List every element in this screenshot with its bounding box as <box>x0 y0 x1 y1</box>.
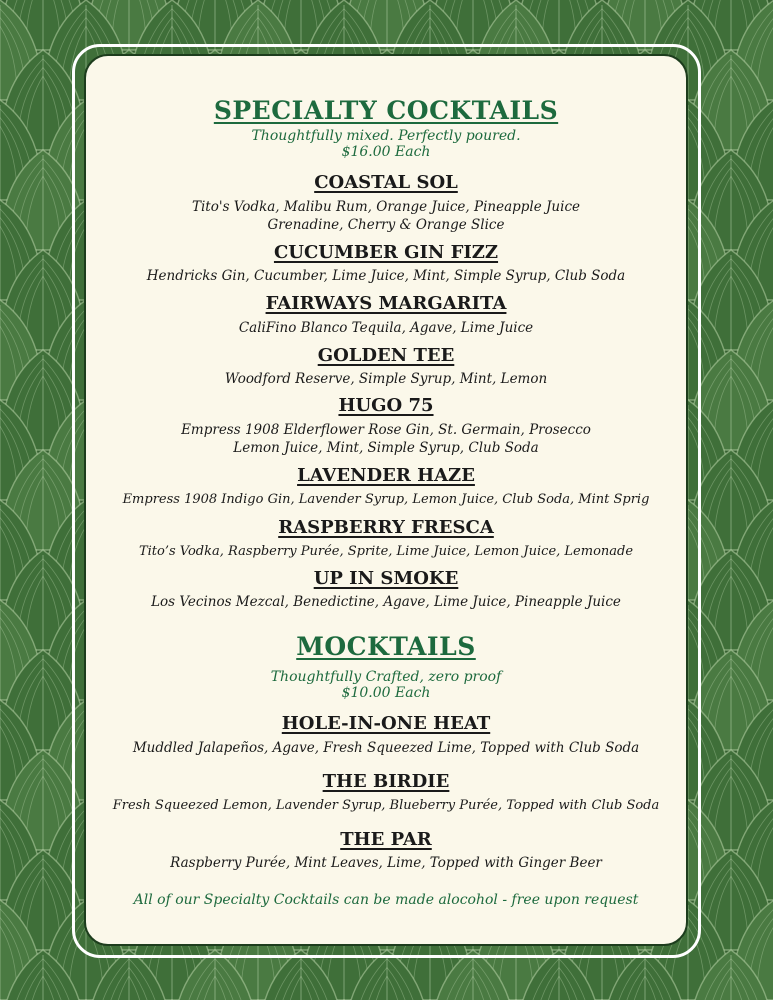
cocktail-desc: Tito’s Vodka, Raspberry Purée, Sprite, Lime Juice, Lemon Juice, Lemonade <box>138 544 634 559</box>
cocktail-desc: Los Vecinos Mezcal, Benedictine, Agave, Lime Juice, Pineapple Juice <box>151 594 621 610</box>
cocktail-desc: Grenadine, Cherry & Orange Slice <box>267 217 505 233</box>
cocktail-desc: CaliFino Blanco Tequila, Agave, Lime Juice <box>238 320 534 336</box>
cocktail-name: CUCUMBER GIN FIZZ <box>273 242 499 263</box>
menu-panel <box>84 54 688 946</box>
mocktails-title: MOCKTAILS <box>296 632 476 661</box>
cocktail-desc: Woodford Reserve, Simple Syrup, Mint, Lemon <box>224 371 548 387</box>
specialty-title: SPECIALTY COCKTAILS <box>213 96 559 125</box>
cocktail-name: COASTAL SOL <box>314 172 458 193</box>
cocktail-desc: Hendricks Gin, Cucumber, Lime Juice, Mint, Simple Syrup, Club Soda <box>146 268 626 284</box>
cocktail-desc: Empress 1908 Elderflower Rose Gin, St. Germain, Prosecco <box>181 422 591 438</box>
mocktails-tagline: Thoughtfully Crafted, zero proof <box>270 669 502 685</box>
cocktail-name: FAIRWAYS MARGARITA <box>265 293 507 314</box>
mocktail-desc: Raspberry Purée, Mint Leaves, Lime, Topped with Ginger Beer <box>170 855 602 871</box>
specialty-tagline: Thoughtfully mixed. Perfectly poured. <box>251 128 521 144</box>
mocktail-name: THE BIRDIE <box>322 771 450 792</box>
cocktail-name: UP IN SMOKE <box>313 568 459 589</box>
mocktail-desc: Fresh Squeezed Lemon, Lavender Syrup, Blueberry Purée, Topped with Club Soda <box>112 798 660 813</box>
cocktail-desc: Tito's Vodka, Malibu Rum, Orange Juice, Pineapple Juice <box>191 199 580 215</box>
cocktail-desc: Empress 1908 Indigo Gin, Lavender Syrup, Lemon Juice, Club Soda, Mint Sprig <box>122 492 650 507</box>
footer-note: All of our Specialty Cocktails can be made alocohol - free upon request <box>133 892 639 908</box>
cocktail-name: GOLDEN TEE <box>317 345 455 366</box>
cocktail-name: RASPBERRY FRESCA <box>278 517 494 538</box>
mocktail-name: THE PAR <box>340 829 432 850</box>
specialty-price: $16.00 Each <box>341 144 431 160</box>
mocktail-desc: Muddled Jalapeños, Agave, Fresh Squeezed Lime, Topped with Club Soda <box>132 740 640 756</box>
cocktail-name: LAVENDER HAZE <box>297 465 475 486</box>
mocktail-name: HOLE-IN-ONE HEAT <box>281 713 491 734</box>
cocktail-name: HUGO 75 <box>338 395 434 416</box>
cocktail-desc: Lemon Juice, Mint, Simple Syrup, Club Soda <box>233 440 539 456</box>
mocktails-price: $10.00 Each <box>341 685 431 701</box>
